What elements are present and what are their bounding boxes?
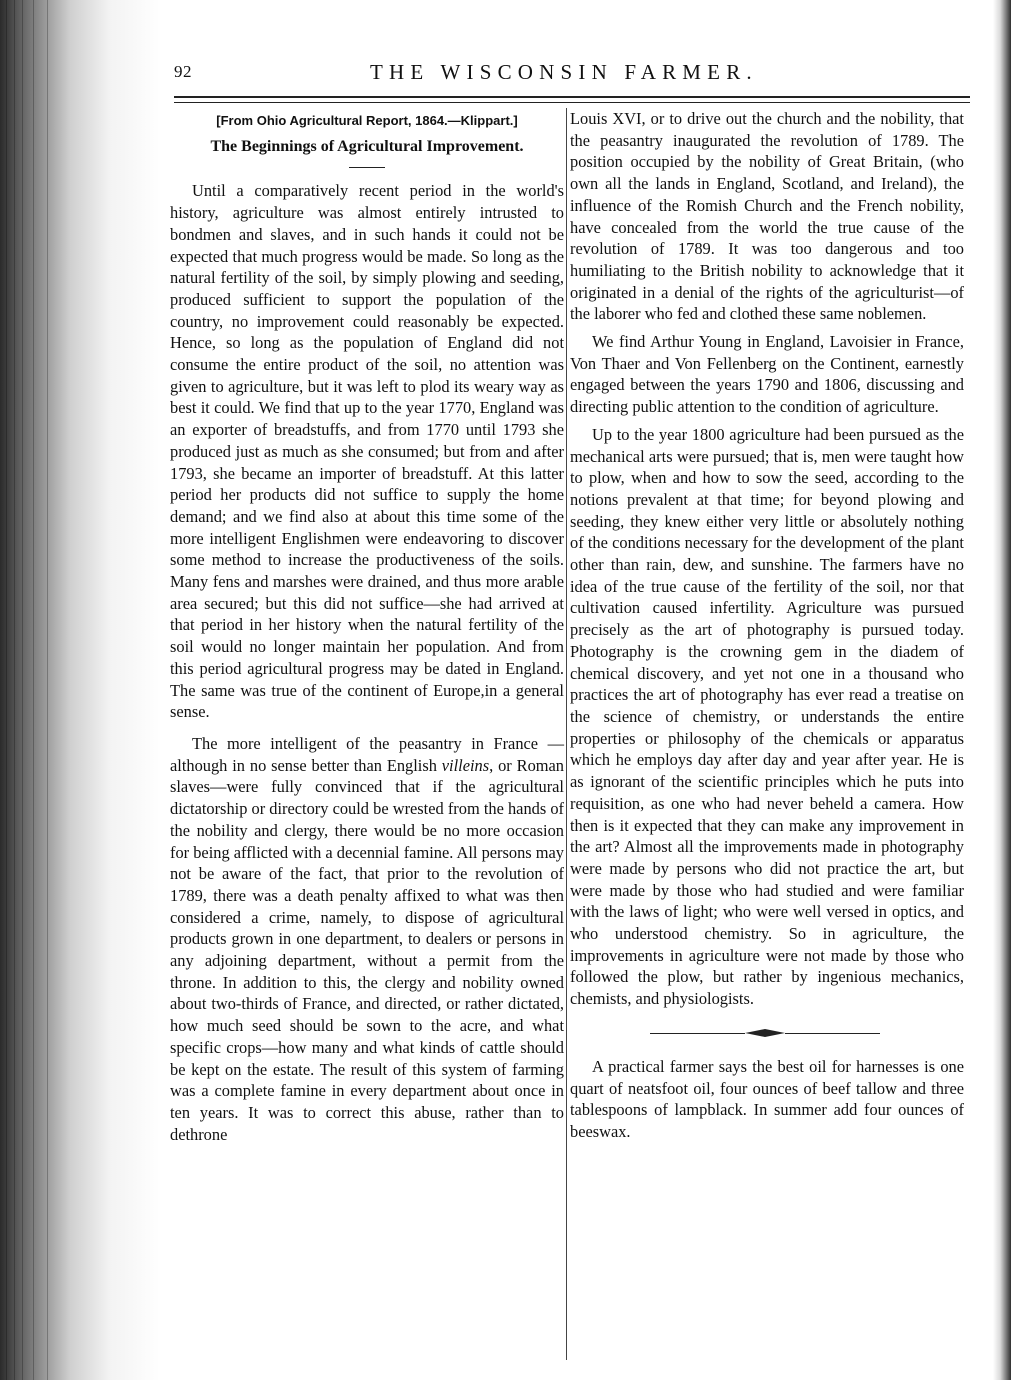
paragraph-2-start: The more intelligent of the peasantry in France —although in no sense better than English xyxy=(170,733,564,775)
article-source: [From Ohio Agricultural Report, 1864.—Klippart.] xyxy=(216,113,518,128)
note-paragraph: A practical farmer says the best oil for harnesses is one quart of neatsfoot oil, four ounces of beef tallow and three tablespoons of lampblack. In summer add four ounces of beeswax. xyxy=(570,1056,964,1141)
journal-title: THE WISCONSIN FARMER. xyxy=(370,60,758,84)
right-column xyxy=(570,108,964,1143)
ornament-line-right xyxy=(785,1033,880,1034)
book-page xyxy=(170,56,970,1366)
left-column xyxy=(170,108,564,1145)
section-ornament xyxy=(570,1020,964,1048)
paragraph-3: We find Arthur Young in England, Lavoisier in France, Von Thaer and Von Fellenberg on the Continent, earnestly engaged between the years 1790 and 1806, discussing and directing public attention to the condition of agriculture. xyxy=(570,332,964,417)
book-binding-shadow xyxy=(0,0,160,1380)
two-column-body xyxy=(170,108,970,1368)
running-head xyxy=(170,56,970,90)
paragraph-2-rest: , or Roman slaves—were fully convinced that if the agricultural dictatorship or directory could be wrested from the hands of the nobility and clergy, there would be no more occasion for being afflicted with a decennial famine. All persons may not be aware of the fact, that prior to the revolution of 1789, there was a death penalty affixed to what was then considered a crime, namely, to dispose of agricultural products grown in one department, to dealers or persons in any adjoining department, without a permit from the throne. In addition to this, the clergy and nobility owned about two-thirds of France, and directed, or rather dictated, how much seed should be sown to the acre, and what specific crops—how many and what kinds of cattle should be kept on the estate. The result of this system of farming was a complete famine in every department about once in ten years. It was to correct this abuse, rather than to dethrone xyxy=(170,755,564,1144)
paragraph-2-continued: Louis XVI, or to drive out the church and the nobility, that the peasantry inaugurated the revolution of 1789. The position occupied by the nobility of Great Britain, (who own all the lands in England, Scotland, and Ireland), the influence of the Romish Church and the French nobility, have concealed from the world the true cause of the revolution of 1789. It was too dangerous and too humiliating to the British nobility to acknowledge that it originated in a denial of the rights of the agriculturist—of the laborer who fed and clothed these same noblemen. xyxy=(570,109,964,324)
ornament-line-left xyxy=(650,1033,745,1034)
paragraph-2 xyxy=(170,733,564,1145)
page-edge-shadow xyxy=(993,0,1011,1380)
paragraph-2-italic: villeins xyxy=(441,755,490,775)
page-number: 92 xyxy=(174,62,192,81)
paragraph-4: Up to the year 1800 agriculture had been pursued as the mechanical arts were pursued; that is, men were taught how to plow, when and how to sow the seed, according to the notions prevalent at that time; for beyond plowing and seeding, they knew either very little or absolutely nothing of the conditions necessary for the development of the plant other than rain, dew, and sunshine. The farmers have no idea of the true cause of the fertility of the soil, nor that cultivation caused infertility. Agriculture was pursued precisely as the art of photography is pursued today. Photography is the crowning gem in the diadem of chemical discovery, and yet not one in a thousand who practices the art of photography has ever read a treatise on the science of chemistry, or understands the entire properties or philosophy of the chemicals or apparatus which he employs day after day and year after year. He is as ignorant of the scientific principles which he puts into requisition, as one who had never beheld a camera. How then is it expected that they can make any improvement in the art? Almost all the improvements made in photography were made by persons who did not practice the art, but were made by those who had studied and were familiar with the laws of light; who were well versed in optics, and who understood chemistry. So in agriculture, the improvements in agriculture were not made by those who followed the plow, but rather by ingenious mechanics, chemists, and physiologists. xyxy=(570,424,964,1009)
article-title: The Beginnings of Agricultural Improvement. xyxy=(210,137,524,155)
column-divider xyxy=(566,108,567,1360)
title-rule xyxy=(349,167,385,168)
header-double-rule xyxy=(174,96,970,103)
paragraph-1: Until a comparatively recent period in the world's history, agriculture was almost entirely intrusted to bondmen and slaves, and in such hands it could not be expected that much progress would be made. So long as the natural fertility of the soil, by simply plowing and seeding, produced sufficient to support the population of the country, no improvement could reasonably be expected. Hence, so long as the population of England did not consume the entire product of the soil, no attention was given to agriculture, but it was left to plod its weary way as best it could. We find that up to the year 1770, England was an exporter of breadstuffs, and from 1770 until 1793 she produced just as much as she consumed; but from and after 1793, she became an importer of breadstuff. At this latter period her products did not suffice to supply the home demand; and we find also at about this time some of the more intelligent Englishmen were endeavoring to discover some method to increase the productiveness of the soils. Many fens and marshes were drained, and thus more arable area secured; but this did not suffice—she had arrived at that period in her history when the natural fertility of the soil would no longer maintain her population. And from this period agricultural progress may be dated in England. The same was true of the continent of Europe,in a general sense. xyxy=(170,181,564,722)
ornament-diamond-icon xyxy=(745,1028,785,1038)
